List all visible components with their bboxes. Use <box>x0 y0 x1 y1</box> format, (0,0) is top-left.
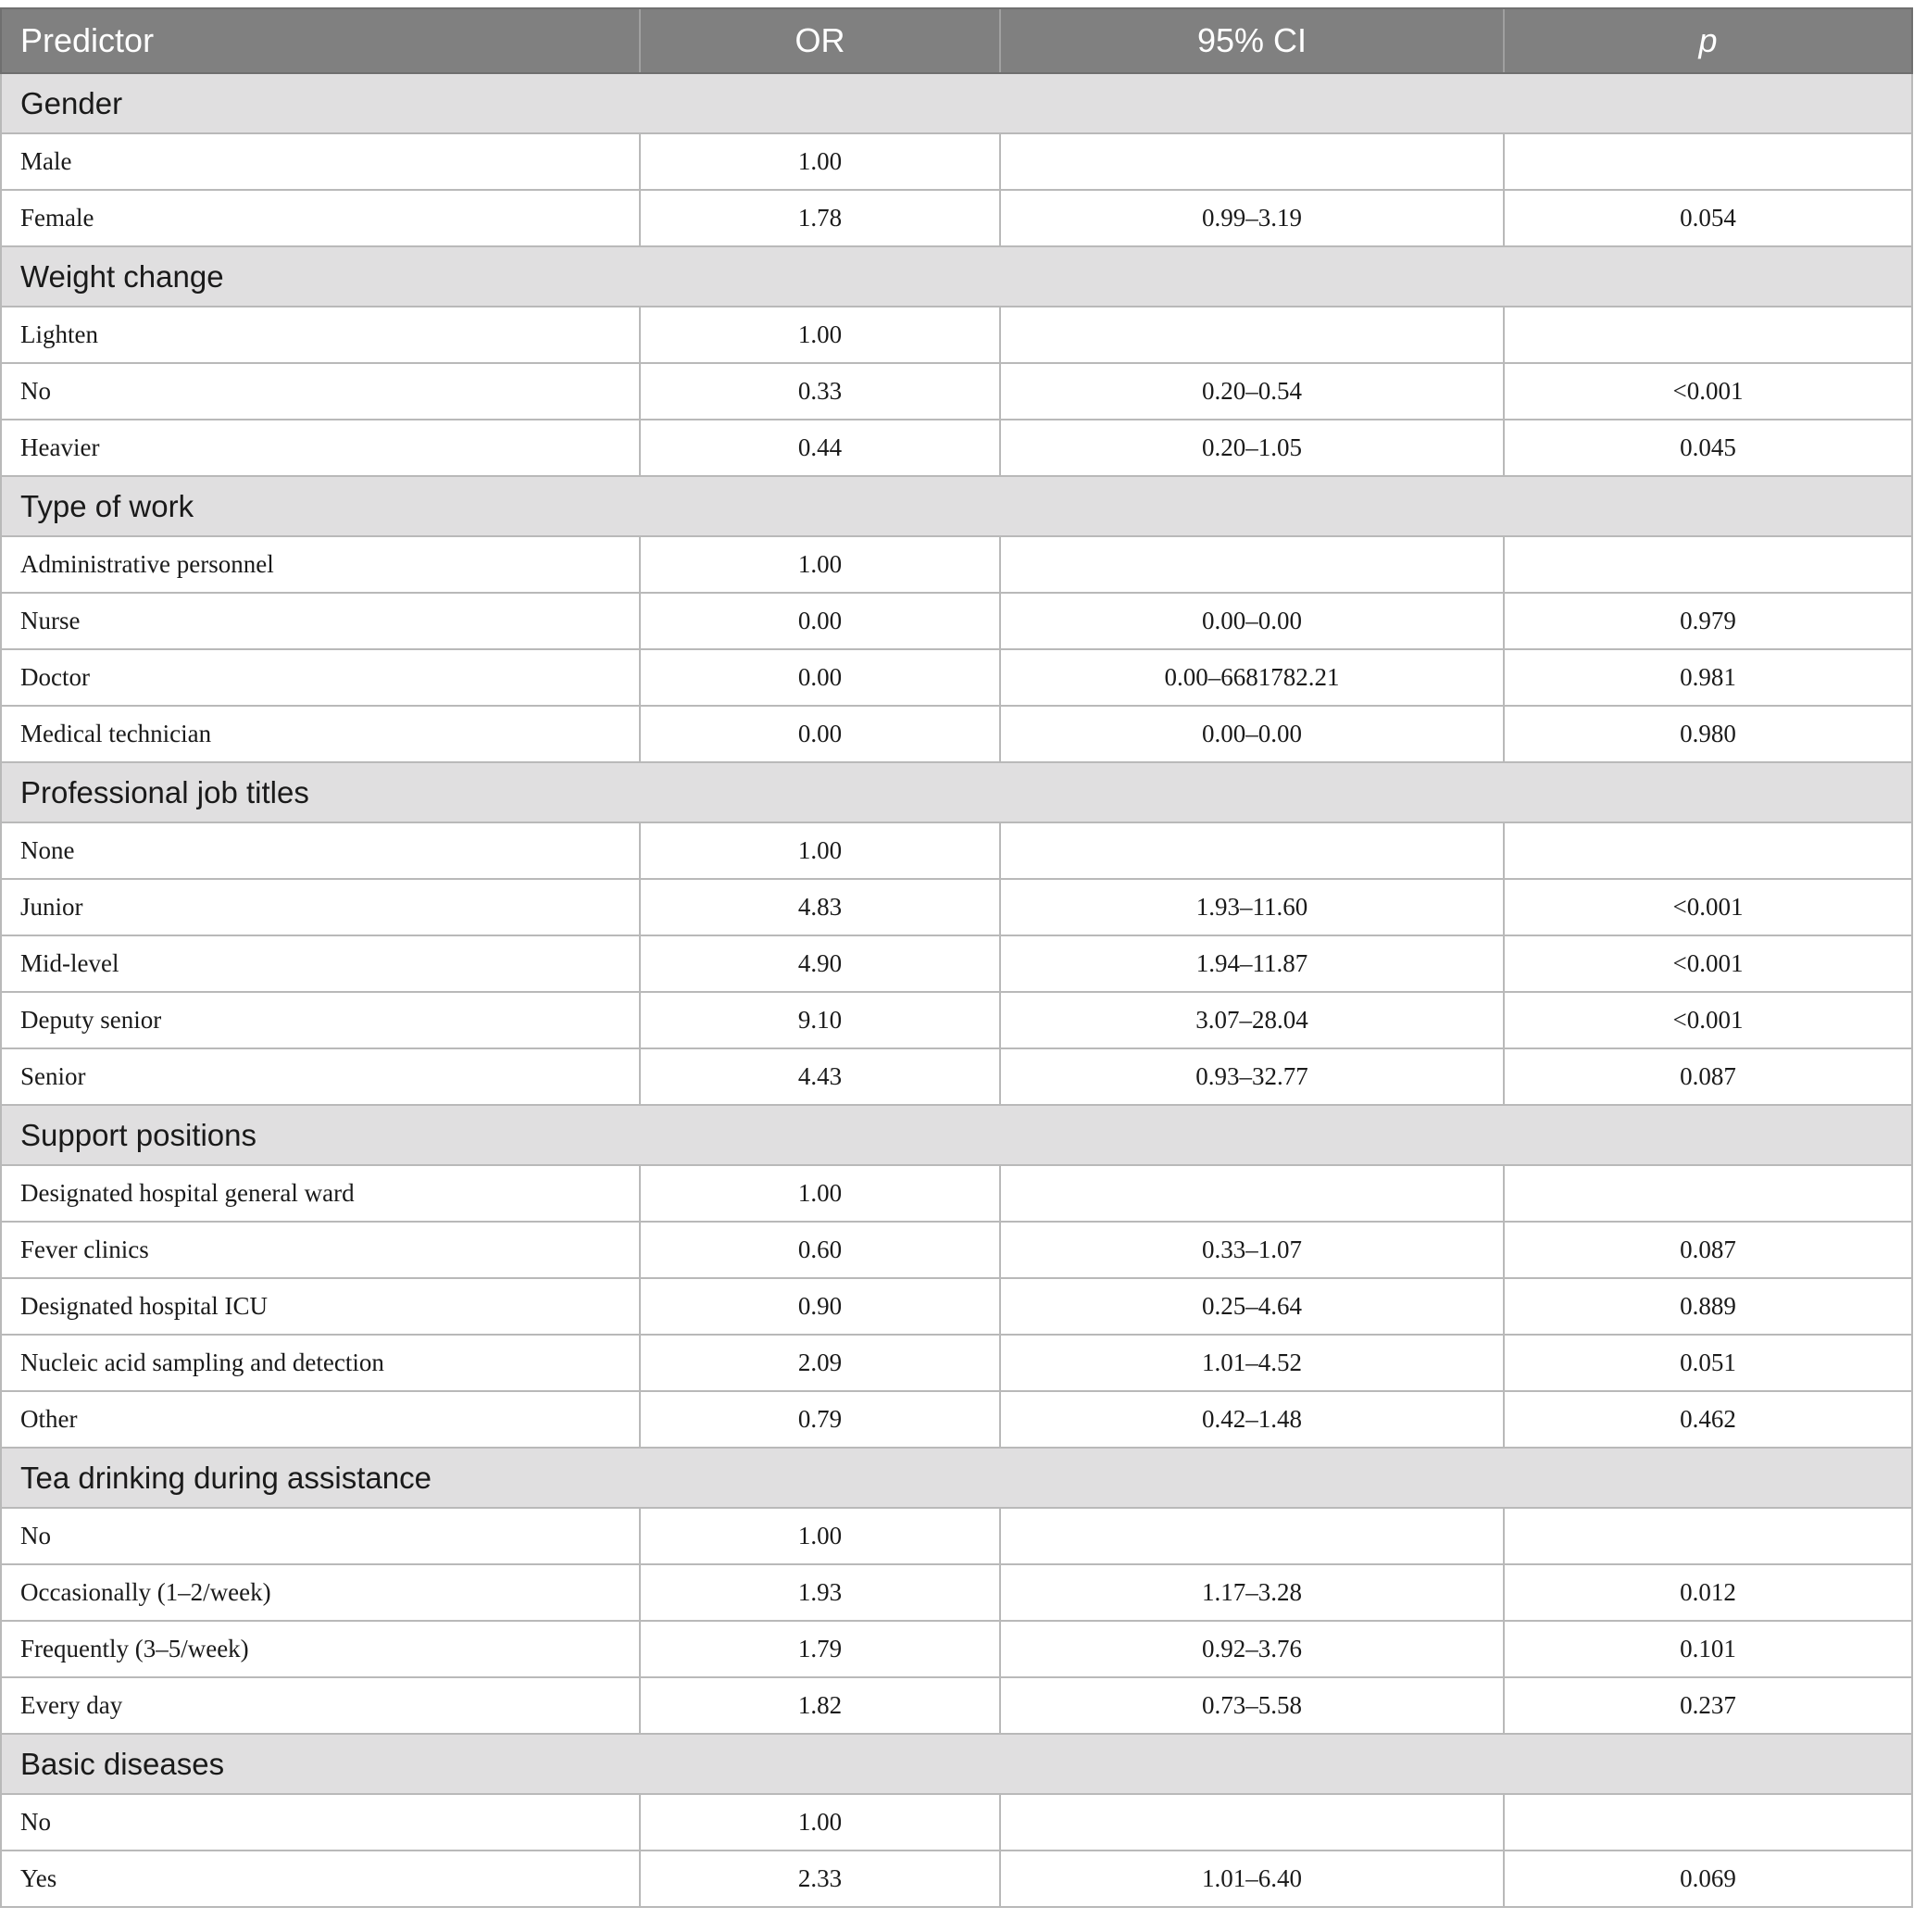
ci-cell: 1.93–11.60 <box>1000 879 1504 935</box>
regression-table <box>0 7 1913 1908</box>
p-value-cell <box>1504 536 1912 593</box>
table-row <box>1 190 1912 246</box>
p-value-cell: <0.001 <box>1504 363 1912 420</box>
or-cell: 1.00 <box>640 307 1000 363</box>
p-value-cell: 0.087 <box>1504 1222 1912 1278</box>
p-value-cell: 0.101 <box>1504 1621 1912 1677</box>
ci-cell: 0.99–3.19 <box>1000 190 1504 246</box>
row-label-cell: Every day <box>1 1677 640 1734</box>
p-value-cell <box>1504 133 1912 190</box>
group-title: Support positions <box>1 1105 1912 1165</box>
row-label-cell: Yes <box>1 1850 640 1907</box>
row-label-cell: No <box>1 1794 640 1850</box>
ci-cell: 3.07–28.04 <box>1000 992 1504 1048</box>
ci-cell <box>1000 1508 1504 1564</box>
ci-cell: 0.00–0.00 <box>1000 593 1504 649</box>
row-label-cell: Female <box>1 190 640 246</box>
or-cell: 1.82 <box>640 1677 1000 1734</box>
or-cell: 2.09 <box>640 1335 1000 1391</box>
table-row <box>1 363 1912 420</box>
table-row <box>1 133 1912 190</box>
group-title: Type of work <box>1 476 1912 536</box>
or-cell: 0.90 <box>640 1278 1000 1335</box>
table-row <box>1 822 1912 879</box>
row-label-cell: Doctor <box>1 649 640 706</box>
row-label-cell: No <box>1 1508 640 1564</box>
table-row <box>1 1508 1912 1564</box>
table-row <box>1 536 1912 593</box>
table-row <box>1 593 1912 649</box>
row-label-cell: Nurse <box>1 593 640 649</box>
p-value-cell: <0.001 <box>1504 935 1912 992</box>
ci-cell <box>1000 1794 1504 1850</box>
p-value-cell: 0.981 <box>1504 649 1912 706</box>
or-cell: 9.10 <box>640 992 1000 1048</box>
ci-cell: 0.73–5.58 <box>1000 1677 1504 1734</box>
p-value-cell: 0.069 <box>1504 1850 1912 1907</box>
table-row <box>1 1278 1912 1335</box>
header-or: OR <box>640 8 1000 73</box>
table-row <box>1 1621 1912 1677</box>
p-value-cell: <0.001 <box>1504 879 1912 935</box>
group-title: Professional job titles <box>1 762 1912 822</box>
ci-cell: 0.20–1.05 <box>1000 420 1504 476</box>
p-value-cell <box>1504 1165 1912 1222</box>
group-row <box>1 762 1912 822</box>
p-value-cell: 0.087 <box>1504 1048 1912 1105</box>
or-cell: 0.33 <box>640 363 1000 420</box>
row-label-cell: Fever clinics <box>1 1222 640 1278</box>
table-row <box>1 1794 1912 1850</box>
p-value-cell: 0.462 <box>1504 1391 1912 1448</box>
row-label-cell: Frequently (3–5/week) <box>1 1621 640 1677</box>
p-value-cell <box>1504 1794 1912 1850</box>
ci-cell <box>1000 1165 1504 1222</box>
table-row <box>1 1677 1912 1734</box>
ci-cell: 0.93–32.77 <box>1000 1048 1504 1105</box>
group-row <box>1 476 1912 536</box>
regression-table-container <box>0 7 1911 1908</box>
group-title: Tea drinking during assistance <box>1 1448 1912 1508</box>
ci-cell: 1.17–3.28 <box>1000 1564 1504 1621</box>
table-row <box>1 307 1912 363</box>
or-cell: 4.90 <box>640 935 1000 992</box>
ci-cell: 1.01–4.52 <box>1000 1335 1504 1391</box>
or-cell: 1.79 <box>640 1621 1000 1677</box>
ci-cell: 0.33–1.07 <box>1000 1222 1504 1278</box>
group-row <box>1 1105 1912 1165</box>
ci-cell <box>1000 133 1504 190</box>
table-row <box>1 1850 1912 1907</box>
or-cell: 0.79 <box>640 1391 1000 1448</box>
p-value-cell <box>1504 1508 1912 1564</box>
table-row <box>1 649 1912 706</box>
or-cell: 1.00 <box>640 822 1000 879</box>
group-title: Gender <box>1 73 1912 133</box>
table-row <box>1 706 1912 762</box>
table-row <box>1 879 1912 935</box>
p-value-cell <box>1504 307 1912 363</box>
or-cell: 0.44 <box>640 420 1000 476</box>
table-body <box>1 73 1912 1907</box>
or-cell: 1.00 <box>640 1165 1000 1222</box>
or-cell: 1.00 <box>640 536 1000 593</box>
p-value-cell: 0.979 <box>1504 593 1912 649</box>
header-p: p <box>1504 8 1912 73</box>
table-row <box>1 1335 1912 1391</box>
table-row <box>1 992 1912 1048</box>
or-cell: 0.60 <box>640 1222 1000 1278</box>
ci-cell: 1.94–11.87 <box>1000 935 1504 992</box>
or-cell: 2.33 <box>640 1850 1000 1907</box>
p-value-cell: 0.889 <box>1504 1278 1912 1335</box>
group-title: Basic diseases <box>1 1734 1912 1794</box>
ci-cell: 0.00–0.00 <box>1000 706 1504 762</box>
group-row <box>1 1448 1912 1508</box>
row-label-cell: Designated hospital general ward <box>1 1165 640 1222</box>
group-row <box>1 1734 1912 1794</box>
or-cell: 0.00 <box>640 649 1000 706</box>
table-row <box>1 420 1912 476</box>
table-row <box>1 1165 1912 1222</box>
row-label-cell: Lighten <box>1 307 640 363</box>
ci-cell: 1.01–6.40 <box>1000 1850 1504 1907</box>
group-title: Weight change <box>1 246 1912 307</box>
or-cell: 4.43 <box>640 1048 1000 1105</box>
ci-cell <box>1000 822 1504 879</box>
or-cell: 1.78 <box>640 190 1000 246</box>
row-label-cell: None <box>1 822 640 879</box>
row-label-cell: Senior <box>1 1048 640 1105</box>
row-label-cell: Medical technician <box>1 706 640 762</box>
or-cell: 0.00 <box>640 593 1000 649</box>
table-row <box>1 1048 1912 1105</box>
row-label-cell: Nucleic acid sampling and detection <box>1 1335 640 1391</box>
ci-cell: 0.25–4.64 <box>1000 1278 1504 1335</box>
ci-cell: 0.92–3.76 <box>1000 1621 1504 1677</box>
ci-cell <box>1000 307 1504 363</box>
or-cell: 4.83 <box>640 879 1000 935</box>
ci-cell <box>1000 536 1504 593</box>
p-value-cell: 0.045 <box>1504 420 1912 476</box>
header-ci: 95% CI <box>1000 8 1504 73</box>
row-label-cell: Occasionally (1–2/week) <box>1 1564 640 1621</box>
table-row <box>1 1222 1912 1278</box>
row-label-cell: Male <box>1 133 640 190</box>
or-cell: 1.93 <box>640 1564 1000 1621</box>
table-row <box>1 935 1912 992</box>
p-value-cell: 0.012 <box>1504 1564 1912 1621</box>
ci-cell: 0.00–6681782.21 <box>1000 649 1504 706</box>
row-label-cell: No <box>1 363 640 420</box>
row-label-cell: Other <box>1 1391 640 1448</box>
p-value-cell: 0.980 <box>1504 706 1912 762</box>
or-cell: 1.00 <box>640 1794 1000 1850</box>
p-value-cell: 0.051 <box>1504 1335 1912 1391</box>
or-cell: 1.00 <box>640 1508 1000 1564</box>
row-label-cell: Designated hospital ICU <box>1 1278 640 1335</box>
p-value-cell: 0.237 <box>1504 1677 1912 1734</box>
p-value-cell: <0.001 <box>1504 992 1912 1048</box>
ci-cell: 0.20–0.54 <box>1000 363 1504 420</box>
group-row <box>1 73 1912 133</box>
header-predictor: Predictor <box>1 8 640 73</box>
p-value-cell <box>1504 822 1912 879</box>
row-label-cell: Administrative personnel <box>1 536 640 593</box>
row-label-cell: Junior <box>1 879 640 935</box>
ci-cell: 0.42–1.48 <box>1000 1391 1504 1448</box>
row-label-cell: Heavier <box>1 420 640 476</box>
or-cell: 0.00 <box>640 706 1000 762</box>
row-label-cell: Mid-level <box>1 935 640 992</box>
table-row <box>1 1391 1912 1448</box>
table-row <box>1 1564 1912 1621</box>
or-cell: 1.00 <box>640 133 1000 190</box>
group-row <box>1 246 1912 307</box>
row-label-cell: Deputy senior <box>1 992 640 1048</box>
table-header-row <box>1 8 1912 73</box>
p-value-cell: 0.054 <box>1504 190 1912 246</box>
